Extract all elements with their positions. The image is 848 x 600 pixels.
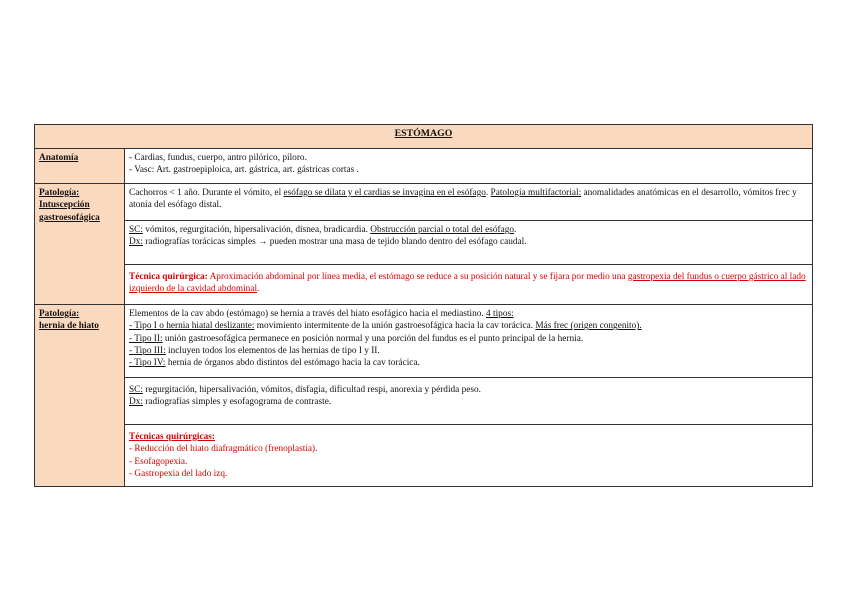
hernia-dx-text: radiografías simples y esofagograma de contraste. [142,397,332,408]
intus-label-2: Intuscepción [39,200,90,211]
intus-sc-label: SC: [129,225,143,235]
anatomia-label: Anatomía [39,153,79,163]
intus-dx-label: Dx: [129,237,143,248]
hernia-tecnicas [125,425,813,487]
hernia-label-2: hernia de hiato [39,321,99,332]
table-row-intus-tec [35,265,813,305]
hernia-intro-u: 4 tipos: [486,309,514,319]
intus-tec-text-b: . [257,284,260,295]
hernia-sc-text: regurgitación, hipersalivación, vómitos, disfagia, dificultad respi, anorexia y pérdida peso. [142,385,482,395]
intus-tec-label: Técnica quirúrgica: [129,272,208,282]
table-row-hernia-sc [35,378,813,425]
hernia-tipo1-note: Más frec (origen congenito). [535,321,642,332]
hernia-tec-label: Técnicas quirúrgicas: [129,432,215,442]
intus-sc-text-u: Obstrucción parcial o total del esófago [370,225,515,235]
hernia-description [125,305,813,378]
hernia-tec-item-2: - Esofagopexia. [129,456,188,467]
hernia-sc-dx [125,378,813,425]
intus-sc-text-a: vómitos, regurgitación, hipersalivación, disnea, bradicardia. [142,225,371,235]
table-row-hernia-tec [35,425,813,487]
hernia-tipo2-label: - Tipo II: [129,333,163,344]
hernia-tipo2-text: unión gastroesofágica permanece en posición normal y una porción del fundus es el punto principal de la hernia. [162,333,584,344]
table-title: ESTÓMAGO [35,125,813,149]
hernia-sc-label: SC: [129,385,143,395]
intus-tec-text-u: gastropexia del fundus o cuerpo gástrico al lado izquierdo de la cavidad abdominal [129,272,806,295]
intus-desc-c: anomalidades anatómicas en el desarrollo, vómitos frec y atonía del esófago distal. [129,188,797,211]
intus-desc-u2: Patología multifactorial: [490,188,582,198]
table-row-anatomia [35,149,813,184]
intus-description [125,184,813,221]
anatomia-content [125,149,813,184]
hernia-tipo4-text: hernia de órganos abdo distintos del estómago hacia la cav torácica. [165,358,420,369]
anatomia-line-1: - Cardias, fundus, cuerpo, antro pilórico, píloro. [129,153,307,163]
intus-dx-text: radiografías torácicas simples → pueden mostrar una masa de tejido blando dentro del esófago caudal. [142,237,527,248]
hernia-tipo3-label: - Tipo III: [129,345,166,356]
hernia-tipo4-label: - Tipo IV: [129,358,166,369]
intus-desc-a: Cachorros < 1 año. Durante el vómito, el [129,188,284,198]
hernia-tipo3-text: incluyen todos los elementos de las hernias de tipo I y II. [165,345,380,356]
intus-tecnica [125,265,813,305]
stomach-summary-table [34,124,813,487]
hernia-label-1: Patología: [39,309,80,319]
hernia-tipo1-label: - Tipo I o hernia hiatal deslizante: [129,321,255,332]
row-header-intususcepcion [35,184,125,305]
intus-sc-dx [125,221,813,265]
intus-label-1: Patología: [39,188,80,198]
table-row-intus-sc [35,221,813,265]
row-header-hernia [35,305,125,487]
table-row-intususcepcion [35,184,813,221]
hernia-dx-label: Dx: [129,397,143,408]
table-row-hernia [35,305,813,378]
anatomia-line-2: - Vasc: Art. gastroepiploica, art. gástrica, art. gástricas cortas . [129,165,359,176]
intus-desc-b: . [485,188,491,198]
intus-desc-u1: esófago se dilata y el cardias se invagina en el esófago [283,188,486,198]
intus-label-3: gastroesofágica [39,212,100,223]
hernia-tec-item-3: - Gastropexia del lado izq. [129,468,228,479]
hernia-intro-a: Elementos de la cav abdo (estómago) se hernia a través del hiato esofágico hacia el mediastino. [129,309,487,319]
row-header-anatomia [35,149,125,184]
hernia-tec-item-1: - Reducción del hiato diafragmático (frenoplastia). [129,444,318,455]
hernia-tipo1-text: movimiento intermitente de la unión gastroesofágica hacia la cav torácica. [254,321,536,332]
intus-sc-text-b: . [514,225,517,235]
intus-tec-text-a: Aproximación abdominal por línea media, el estómago se reduce a su posición natural y se fijara por medio una [207,272,628,282]
